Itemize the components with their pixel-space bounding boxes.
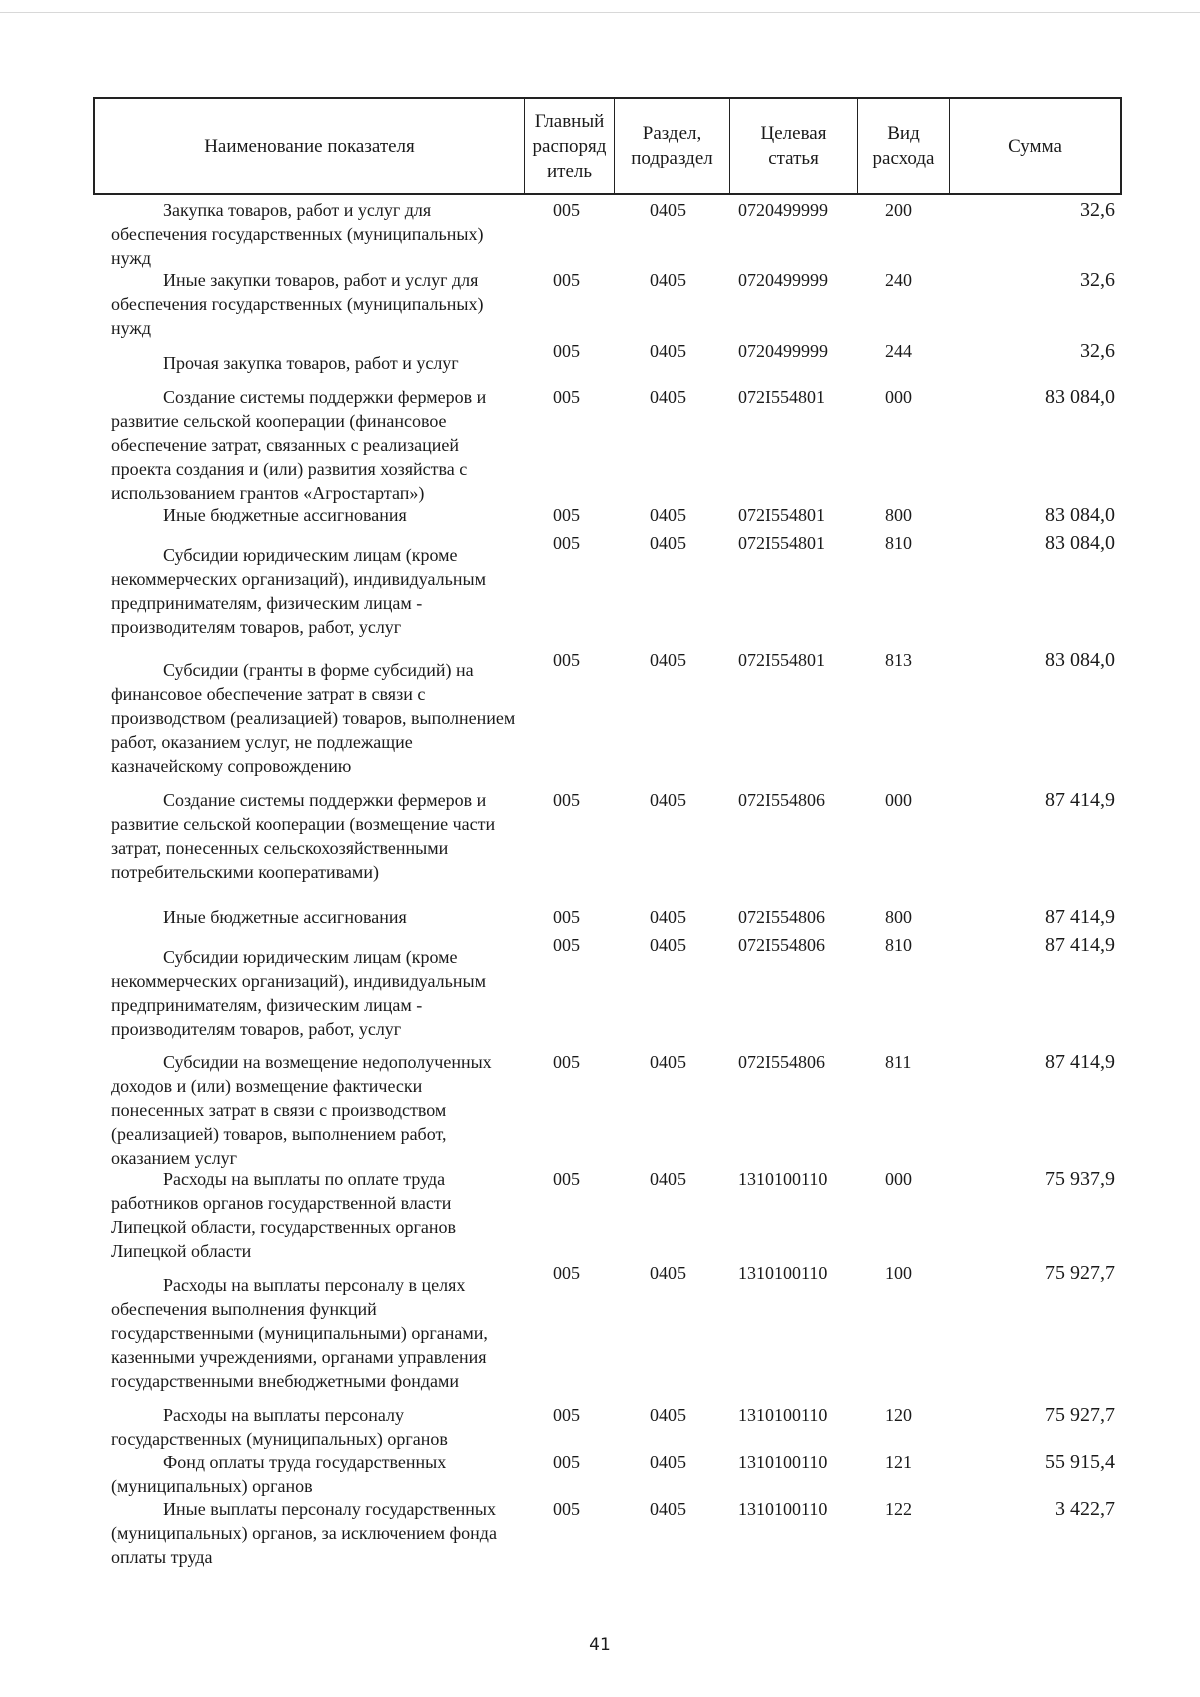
row-celevaya: 1310100110	[738, 1499, 828, 1519]
row-glav: 005	[553, 790, 580, 810]
row-razdel: 0405	[650, 200, 686, 220]
header-name: Наименование показателя	[204, 135, 415, 157]
row-name: Создание системы поддержки фермеров и развитие сельской кооперации (финансовое обеспечение затрат, связанных с реализацией проекта создания и (или) развития хозяйства с использованием грантов «Агростартап»)	[111, 387, 487, 503]
header-glav-line3: итель	[546, 160, 593, 182]
row-sum: 87 414,9	[1045, 934, 1115, 956]
row-name: Фонд оплаты труда государственных (муниципальных) органов	[111, 1452, 447, 1496]
row-name: Иные выплаты персоналу государственных (муниципальных) органов, за исключением фонда оплаты труда	[111, 1499, 497, 1567]
header-celevaya-line2: статья	[768, 148, 819, 169]
row-glav: 005	[553, 935, 580, 955]
row-glav: 005	[553, 1452, 580, 1472]
row-sum: 87 414,9	[1045, 1051, 1115, 1073]
row-sum: 75 937,9	[1045, 1168, 1115, 1190]
header-glav-line2: распоряд	[532, 135, 607, 157]
row-celevaya: 072I554801	[738, 505, 825, 525]
row-glav: 005	[553, 1169, 580, 1189]
row-sum: 83 084,0	[1045, 504, 1115, 526]
header-glav-line1: Главный	[534, 110, 605, 132]
row-sum: 75 927,7	[1045, 1404, 1115, 1426]
row-celevaya: 072I554801	[738, 650, 825, 670]
row-vid: 200	[885, 200, 912, 220]
row-sum: 75 927,7	[1045, 1262, 1115, 1284]
row-vid: 810	[885, 935, 912, 955]
row-glav: 005	[553, 907, 580, 927]
row-vid: 240	[885, 270, 912, 290]
row-celevaya: 072I554801	[738, 387, 825, 407]
header-summa: Сумма	[1008, 135, 1062, 157]
row-glav: 005	[553, 1499, 580, 1519]
header-razdel-line1: Раздел,	[642, 123, 702, 144]
row-razdel: 0405	[650, 505, 686, 525]
header-celevaya-line1: Целевая	[760, 123, 827, 144]
row-celevaya: 1310100110	[738, 1405, 828, 1425]
row-razdel: 0405	[650, 341, 686, 361]
row-sum: 83 084,0	[1045, 649, 1115, 671]
row-sum: 3 422,7	[1055, 1498, 1115, 1520]
row-name: Субсидии на возмещение недополученных доходов и (или) возмещение фактически понесенных затрат в связи с производством (реализацией) товаров, выполнением работ, оказанием услуг	[111, 1052, 492, 1168]
row-name: Субсидии юридическим лицам (кроме некоммерческих организаций), индивидуальным предпринимателям, физическим лицам - производителям товаров, работ, услуг	[111, 545, 486, 637]
row-vid: 122	[885, 1499, 912, 1519]
row-glav: 005	[553, 533, 580, 553]
row-glav: 005	[553, 387, 580, 407]
header-vid-line2: расхода	[872, 148, 935, 169]
row-name: Субсидии (гранты в форме субсидий) на финансовое обеспечение затрат в связи с производством (реализацией) товаров, выполнением работ, оказанием услуг, не подлежащие казначейскому сопровождению	[111, 660, 516, 776]
row-celevaya: 072I554806	[738, 935, 825, 955]
row-name: Иные закупки товаров, работ и услуг для обеспечения государственных (муниципальных) нужд	[111, 270, 484, 338]
row-vid: 810	[885, 533, 912, 553]
row-vid: 121	[885, 1452, 912, 1472]
row-name: Расходы на выплаты персоналу государственных (муниципальных) органов	[111, 1405, 448, 1449]
row-vid: 120	[885, 1405, 912, 1425]
row-vid: 000	[885, 387, 912, 407]
row-sum: 83 084,0	[1045, 386, 1115, 408]
row-name: Создание системы поддержки фермеров и развитие сельской кооперации (возмещение части затрат, понесенных сельскохозяйственными потребительскими кооперативами)	[111, 790, 496, 882]
row-name: Расходы на выплаты персоналу в целях обеспечения выполнения функций государственными (муниципальными) органами, казенными учреждениями, органами управления государственными внебюджетными фондами	[111, 1275, 488, 1391]
row-razdel: 0405	[650, 533, 686, 553]
row-glav: 005	[553, 1263, 580, 1283]
row-vid: 811	[885, 1052, 912, 1072]
row-celevaya: 072I554806	[738, 790, 825, 810]
header-razdel-line2: подраздел	[631, 148, 713, 169]
header-vid-line1: Вид	[887, 123, 920, 144]
row-glav: 005	[553, 650, 580, 670]
row-name: Прочая закупка товаров, работ и услуг	[163, 353, 459, 373]
row-celevaya: 0720499999	[738, 341, 828, 361]
row-razdel: 0405	[650, 650, 686, 670]
row-celevaya: 1310100110	[738, 1452, 828, 1472]
row-glav: 005	[553, 505, 580, 525]
row-razdel: 0405	[650, 270, 686, 290]
row-razdel: 0405	[650, 935, 686, 955]
row-celevaya: 072I554806	[738, 1052, 825, 1072]
row-razdel: 0405	[650, 1169, 686, 1189]
page-number: 41	[589, 1635, 611, 1655]
row-celevaya: 0720499999	[738, 200, 828, 220]
row-name: Иные бюджетные ассигнования	[163, 907, 407, 927]
row-sum: 32,6	[1080, 340, 1115, 362]
row-celevaya: 0720499999	[738, 270, 828, 290]
row-vid: 100	[885, 1263, 912, 1283]
row-vid: 000	[885, 1169, 912, 1189]
row-vid: 813	[885, 650, 912, 670]
row-sum: 87 414,9	[1045, 789, 1115, 811]
row-sum: 87 414,9	[1045, 906, 1115, 928]
row-celevaya: 072I554806	[738, 907, 825, 927]
row-vid: 800	[885, 505, 912, 525]
row-name: Иные бюджетные ассигнования	[163, 505, 407, 525]
row-name: Субсидии юридическим лицам (кроме некоммерческих организаций), индивидуальным предпринимателям, физическим лицам - производителям товаров, работ, услуг	[111, 947, 486, 1039]
row-celevaya: 1310100110	[738, 1169, 828, 1189]
row-name: Расходы на выплаты по оплате труда работников органов государственной власти Липецкой области, государственных органов Липецкой области	[111, 1169, 456, 1261]
row-vid: 000	[885, 790, 912, 810]
row-celevaya: 1310100110	[738, 1263, 828, 1283]
row-sum: 32,6	[1080, 199, 1115, 221]
row-razdel: 0405	[650, 1263, 686, 1283]
row-celevaya: 072I554801	[738, 533, 825, 553]
row-name: Закупка товаров, работ и услуг для обеспечения государственных (муниципальных) нужд	[111, 200, 484, 268]
row-razdel: 0405	[650, 790, 686, 810]
row-sum: 55 915,4	[1045, 1451, 1115, 1473]
row-glav: 005	[553, 270, 580, 290]
row-razdel: 0405	[650, 1405, 686, 1425]
row-razdel: 0405	[650, 1052, 686, 1072]
row-razdel: 0405	[650, 1499, 686, 1519]
row-razdel: 0405	[650, 1452, 686, 1472]
row-sum: 32,6	[1080, 269, 1115, 291]
row-glav: 005	[553, 1052, 580, 1072]
row-glav: 005	[553, 1405, 580, 1425]
row-vid: 244	[885, 341, 912, 361]
row-sum: 83 084,0	[1045, 532, 1115, 554]
row-vid: 800	[885, 907, 912, 927]
row-razdel: 0405	[650, 907, 686, 927]
row-razdel: 0405	[650, 387, 686, 407]
row-glav: 005	[553, 200, 580, 220]
row-glav: 005	[553, 341, 580, 361]
